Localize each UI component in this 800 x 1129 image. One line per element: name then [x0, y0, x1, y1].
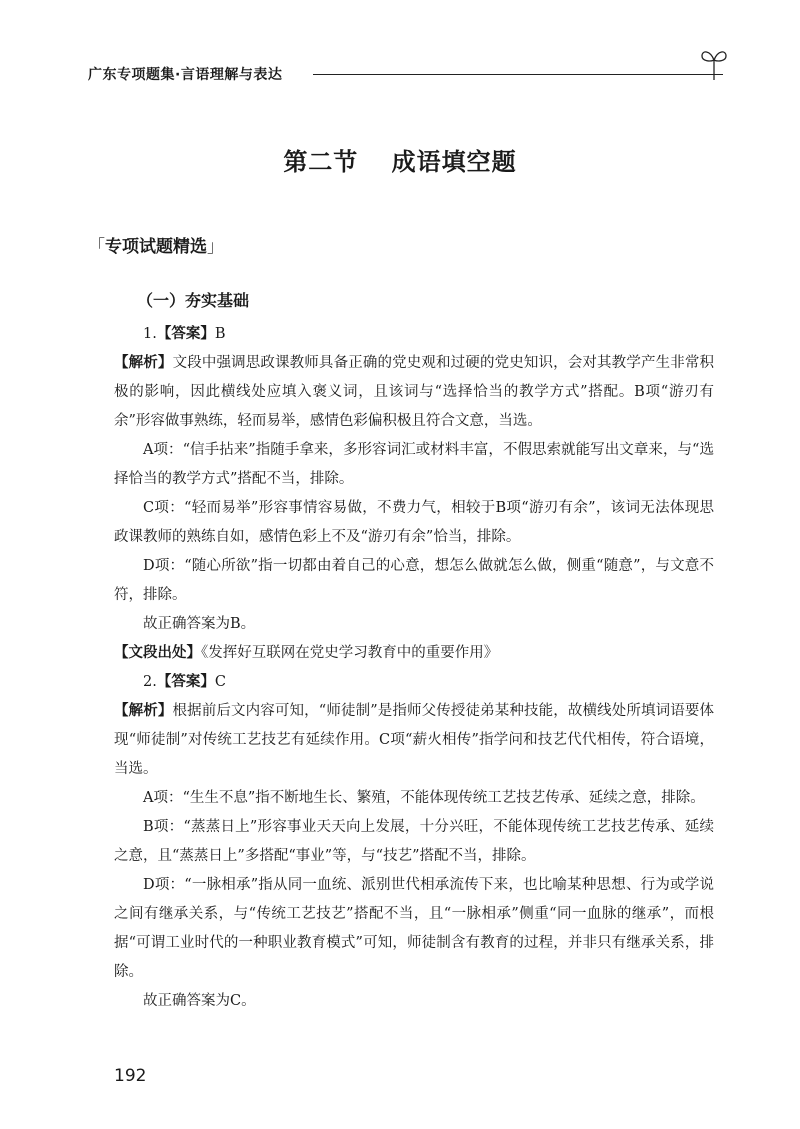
- page-number: 192: [114, 1066, 147, 1086]
- q1-source-tag: 【文段出处】: [114, 645, 201, 661]
- q2-option-b: B项：“蒸蒸日上”形容事业天天向上发展，十分兴旺，不能体现传统工艺技艺传承、延续之意，且“蒸蒸日上”多搭配“事业”等，与“技艺”搭配不当，排除。: [114, 819, 714, 864]
- q1-option-c: C项：“轻而易举”形容事情容易做，不费力气，相较于B项“游刃有余”，该词无法体现思政课教师的熟练自如，感情色彩上不及“游刃有余”恰当，排除。: [114, 500, 714, 545]
- q1-source-text: 《发挥好互联网在党史学习教育中的重要作用》: [201, 645, 499, 661]
- q1-analysis: [114, 349, 714, 436]
- block-heading-text: 专项试题精选: [105, 237, 207, 257]
- q1-answer-line: [114, 320, 714, 349]
- section-title: 第二节 成语填空题: [283, 148, 517, 176]
- q1-option-a: A项：“信手拈来”指随手拿来，多形容词汇或材料丰富，不假思索就能写出文章来，与“选择恰当的教学方式”搭配不当，排除。: [114, 442, 714, 487]
- q2-conclusion: 故正确答案为C。: [143, 993, 256, 1009]
- block-heading-close: 」: [207, 237, 224, 257]
- q2-answer: C: [214, 674, 226, 690]
- q1-answer: B: [214, 326, 226, 342]
- header-rule: [313, 74, 723, 75]
- q1-analysis-text: 文段中强调思政课教师具备正确的党史观和过硬的党史知识，会对其教学产生非常积极的影响，因此横线处应填入褒义词，且该词与“选择恰当的教学方式”搭配。B项“游刃有余”形容做事熟练，轻而易举，感情色彩偏积极且符合文意，当选。: [114, 355, 715, 429]
- q1-answer-tag: 【答案】: [156, 326, 215, 342]
- block-heading-open: 「: [88, 237, 105, 257]
- q2-analysis-tag: 【解析】: [114, 703, 173, 719]
- q2-analysis: [114, 697, 714, 784]
- q2-option-a: A项：“生生不息”指不断地生长、繁殖，不能体现传统工艺技艺传承、延续之意，排除。: [143, 790, 705, 806]
- q1-analysis-tag: 【解析】: [114, 355, 173, 371]
- running-header-title: 广东专项题集·言语理解与表达: [88, 67, 283, 83]
- q2-option-d: D项：“一脉相承”指从同一血统、派别世代相承流传下来，也比喻某种思想、行为或学说之间有继承关系，与“传统工艺技艺”搭配不当，且“一脉相承”侧重“同一血脉的继承”，而根据“可谓工业时代的一种职业教育模式”可知，师徒制含有教育的过程，并非只有继承关系，排除。: [114, 877, 714, 980]
- question-body: [114, 320, 714, 1016]
- sprout-icon: [700, 46, 728, 80]
- running-header: [88, 64, 728, 88]
- q1-number: 1.: [143, 326, 157, 342]
- q2-analysis-text: 根据前后文内容可知，“师徒制”是指师父传授徒弟某种技能，故横线处所填词语要体现“师徒制”对传统工艺技艺有延续作用。C项“薪火相传”指学问和技艺代代相传，符合语境，当选。: [114, 703, 715, 777]
- q2-answer-tag: 【答案】: [156, 674, 215, 690]
- block-heading: [88, 232, 224, 257]
- q2-number: 2.: [143, 674, 157, 690]
- sub-heading: （一）夯实基础: [137, 291, 250, 310]
- q1-source: [114, 639, 714, 668]
- q1-conclusion: 故正确答案为B。: [143, 616, 256, 632]
- q2-answer-line: [114, 668, 714, 697]
- q1-option-d: D项：“随心所欲”指一切都由着自己的心意，想怎么做就怎么做，侧重“随意”，与文意不符，排除。: [114, 558, 714, 603]
